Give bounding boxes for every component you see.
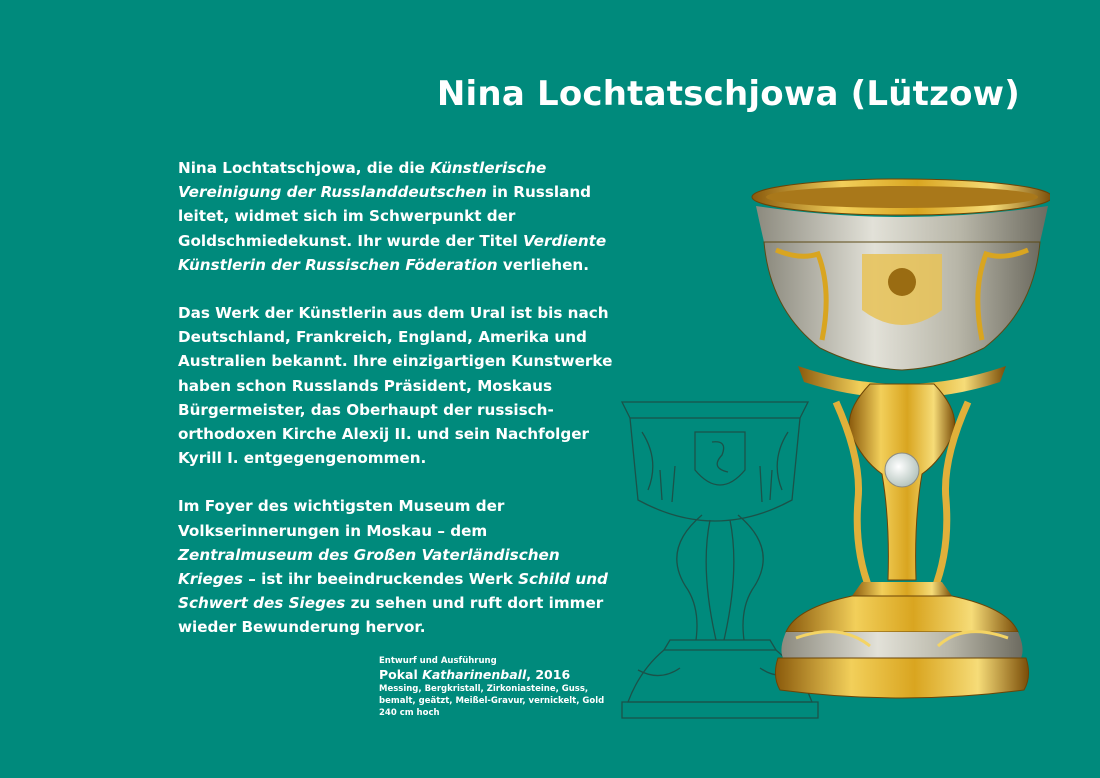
body-text (178, 156, 618, 664)
paragraph-3 (178, 494, 618, 639)
text-span: – ist ihr beeindruckendes Werk (242, 570, 519, 589)
italic-span: Katharinenball (422, 667, 527, 682)
artwork (600, 170, 1050, 730)
italic-span: Zentralmuseum des Großen Vaterländischen Krieges (178, 545, 560, 589)
text-span: in Russland leitet, widmet sich im Schwerpunkt der Goldschmiedekunst. Ihr wurde der Titel (178, 183, 592, 250)
page-title: Nina Lochtatschjowa (Lützow) (436, 74, 1020, 114)
caption-title (379, 667, 619, 683)
caption (379, 655, 619, 719)
italic-span: Schild und Schwert des Sieges (178, 570, 608, 613)
italic-span: Verdiente Künstlerin der Russischen Föderation (178, 231, 607, 274)
text-span: verliehen. (497, 255, 589, 274)
text-span: Pokal (379, 667, 423, 682)
chalice-photo (752, 179, 1050, 698)
text-span: zu sehen und ruft dort immer wieder Bewunderung hervor. (178, 594, 604, 637)
paragraph-1 (178, 156, 618, 277)
italic-span: Künstlerische Vereinigung der Russlanddeutschen (178, 159, 547, 202)
text-span: , 2016 (526, 667, 571, 682)
caption-materials-1: Messing, Bergkristall, Zirkoniasteine, Guss, (379, 684, 589, 694)
text-span: Im Foyer des wichtigsten Museum der Volkserinnerungen in Moskau – dem (178, 497, 505, 540)
text-span: Nina Lochtatschjowa, die die (178, 159, 431, 177)
caption-materials-2: bemalt, geätzt, Meißel-Gravur, vernickelt, Gold (379, 696, 605, 706)
caption-size: 240 cm hoch (379, 708, 440, 718)
paragraph-2: Das Werk der Künstlerin aus dem Ural ist bis nach Deutschland, Frankreich, England, Amerika und Australien bekannt. Ihre einzigartigen Kunstwerke haben schon Russlands Präsident, Moskaus Bürgermeister, das Oberhaupt der russisch-orthodoxen Kirche Alexij II. und sein Nachfolger Kyrill I. entgegengenommen. (178, 304, 613, 468)
caption-label: Entwurf und Ausführung (379, 656, 497, 666)
